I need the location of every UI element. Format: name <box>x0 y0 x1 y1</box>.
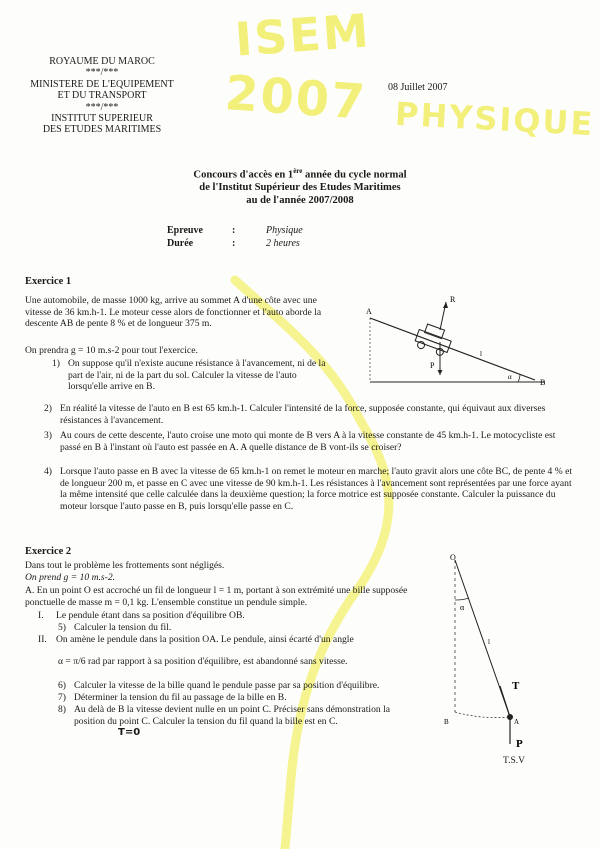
signature: T.S.V <box>503 756 525 766</box>
ex2-item <box>38 634 418 646</box>
incline-slope <box>370 318 535 380</box>
ex2-title: Exercice 2 <box>25 546 72 557</box>
item-text: Déterminer la tension du fil au passage de la bille en B. <box>74 692 287 703</box>
q-number: 4) <box>44 466 52 477</box>
q-text: On suppose qu'il n'existe aucune résistance à l'avancement, ni de la part de l'air, ni de la part du sol. Calculer la vitesse de l'auto lorsqu'elle arrive en B. <box>68 358 326 393</box>
angle-arc <box>518 374 520 382</box>
item-number: 6) <box>58 680 66 691</box>
label-b: B <box>540 378 546 387</box>
meta-label: Epreuve <box>167 225 203 236</box>
item-text: Au delà de B la vitesse devient nulle en un point C. Préciser sans démonstration la position du point C. Calculer la tension du fil quand la bille est en C. <box>74 704 390 727</box>
item-text: On amène le pendule dans la position OA. Le pendule, ainsi écarté d'un angle <box>56 634 354 645</box>
title-line-1 <box>150 165 450 182</box>
label-l: l <box>480 350 482 358</box>
ex2-line1: Dans tout le problème les frottements sont négligés. <box>25 560 225 571</box>
item-text: Calculer la tension du fil. <box>74 622 172 633</box>
q-text: Au cours de cette descente, l'auto croise une moto qui monte de B vers A à la vitesse constante de 45 km.h-1. Le motocycliste est passé en B à l'instant où l'auto est passée en A. A quelle distance de B vont-ils se croiser? <box>60 430 556 453</box>
title-line-2: de l'Institut Supérieur des Etudes Maritimes <box>199 182 401 194</box>
handwritten-note: T=0 <box>118 727 141 738</box>
swing-arc <box>455 712 510 718</box>
meta-value: 2 heures <box>266 238 300 249</box>
label-o: O <box>450 553 456 562</box>
title-post: année du cycle normal <box>302 169 407 181</box>
angle-arc <box>455 598 469 600</box>
q-number: 1) <box>52 358 60 369</box>
exam-title <box>150 165 450 207</box>
label-a: A <box>514 718 520 726</box>
tension-vector <box>500 686 510 717</box>
ex2-item <box>58 680 418 692</box>
title-sup: ère <box>293 167 303 175</box>
label-alpha: α <box>508 373 512 381</box>
header-line: ***/*** <box>85 101 119 113</box>
ex2-item <box>58 692 418 704</box>
header-line: ET DU TRANSPORT <box>57 90 147 102</box>
ex1-q4 <box>44 466 574 512</box>
q-number: 2) <box>44 403 52 414</box>
label-a: A <box>366 307 372 316</box>
item-text: α = π/6 rad par rapport à sa position d'équilibre, est abandonné sans vitesse. <box>58 656 348 667</box>
ex1-q2 <box>44 403 574 426</box>
ex2-item <box>38 610 418 622</box>
label-p: P <box>430 361 435 370</box>
meta-row <box>167 237 303 250</box>
q-number: 3) <box>44 430 52 441</box>
ex1-gravity: On prendra g = 10 m.s-2 pour tout l'exercice. <box>25 345 198 356</box>
ex2-item <box>58 622 418 634</box>
stamp-year: 2007 <box>223 65 369 131</box>
header-line: ROYAUME DU MAROC <box>49 56 155 67</box>
exam-date: 08 Juillet 2007 <box>388 82 448 93</box>
force-p-arrow-icon <box>438 370 443 375</box>
meta-value: Physique <box>266 225 303 236</box>
ex1-q3 <box>44 430 574 453</box>
item-number: 8) <box>58 704 66 715</box>
item-text: Calculer la vitesse de la bille quand le pendule passe par sa position d'équilibre. <box>74 680 380 691</box>
item-number: II. <box>38 634 47 645</box>
ex2-a-text: A. En un point O est accroché un fil de longueur l = 1 m, portant à son extrémité une bille supposée ponctuelle de masse m = 0,1 kg. L'ensemble constitue un pendule simple. <box>25 585 408 608</box>
meta-sep: : <box>232 238 236 249</box>
header-line: MINISTERE DE L'EQUIPEMENT <box>30 78 174 90</box>
label-alpha: α <box>460 603 465 612</box>
stamp-subject: PHYSIQUE <box>394 94 596 144</box>
meta-label: Durée <box>167 238 194 249</box>
ex1-q1 <box>52 358 337 393</box>
label-r: R <box>450 295 456 304</box>
header-institution <box>22 56 182 136</box>
item-number: I. <box>38 610 44 621</box>
label-l: l <box>488 638 490 646</box>
title-pre: Concours d'accès en 1 <box>193 169 294 181</box>
header-line: ***/*** <box>85 67 119 79</box>
ex2-item <box>58 704 418 727</box>
q-text: Lorsque l'auto passe en B avec la vitesse de 65 km.h-1 on remet le moteur en marche; l'auto gravit alors une côte BC, de pente 4 % et de longueur 200 m, et passe en C avec une vitesse de 90 km.h-1. Les résistances à l'avancement sont représentées par une force ayant la même intensité que celle calculée dans la deuxième question; la force motrice est supposée constante. Calculer la puissance du moteur lorsque l'auto passe en B, puis lorsqu'elle passe en C. <box>60 466 573 512</box>
label-t: T <box>512 680 520 692</box>
label-b: B <box>444 718 449 726</box>
meta-row <box>167 224 303 237</box>
label-p: P <box>516 738 523 750</box>
item-number: 7) <box>58 692 66 703</box>
ex2-line2: On prend g = 10 m.s-2. <box>25 572 116 583</box>
ex1-intro: Une automobile, de masse 1000 kg, arrive au sommet A d'une côte avec une vitesse de 36 km.h-1. Le moteur cesse alors de fonctionner et l'auto aborde la descente AB de pente 8 % et de longueur 375 m. <box>25 295 322 330</box>
title-line-3: au de l'année 2007/2008 <box>246 194 354 206</box>
ex2-item <box>58 656 418 668</box>
ex1-title: Exercice 1 <box>25 276 72 287</box>
incline-figure <box>360 290 570 390</box>
item-number: 5) <box>58 622 66 633</box>
header-line: INSTITUT SUPERIEUR <box>51 113 153 125</box>
stamp-school: ISEM <box>233 3 373 67</box>
header-line: DES ETUDES MARITIMES <box>42 124 162 136</box>
exam-meta <box>167 224 303 250</box>
meta-sep: : <box>232 225 236 236</box>
item-text: Le pendule étant dans sa position d'équilibre OB. <box>56 610 245 621</box>
pendulum-thread <box>455 560 510 717</box>
q-text: En réalité la vitesse de l'auto en B est 65 km.h-1. Calculer l'intensité de la force, supposée constante, qui équivaut aux diverses résistances à l'avancement. <box>60 403 546 426</box>
car-shape <box>413 322 454 358</box>
pendulum-figure <box>440 552 580 752</box>
